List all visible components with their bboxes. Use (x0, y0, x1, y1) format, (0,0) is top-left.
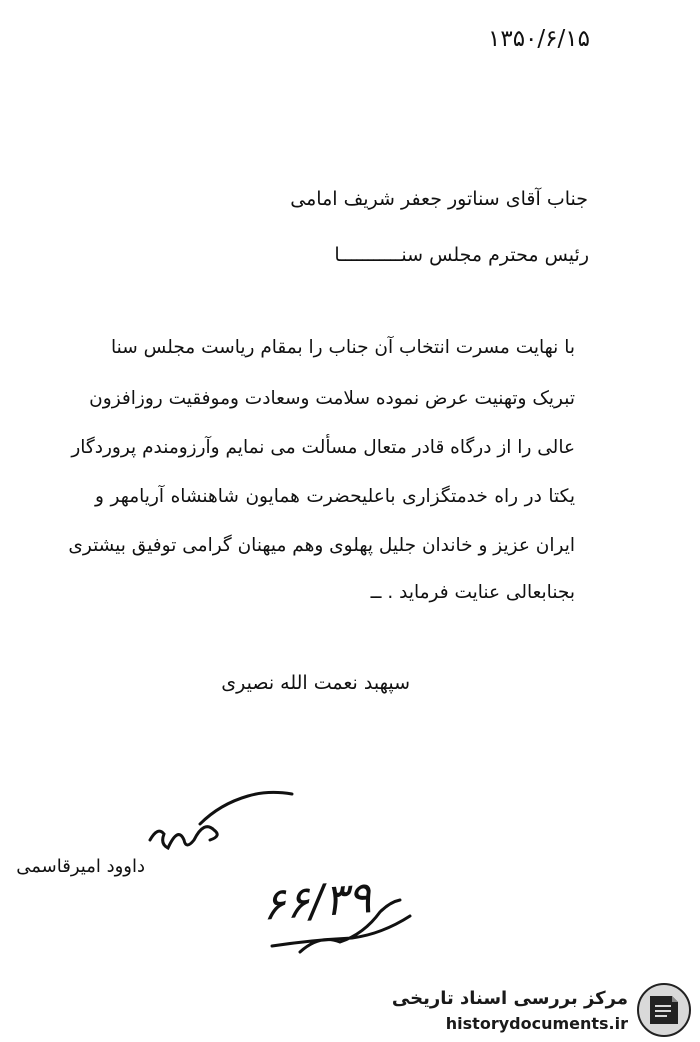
sender-name: سپهبد نعمت الله نصیری (221, 672, 410, 694)
body-line-5: ایران عزیز و خاندان جلیل پهلوی وهم میهنان گرامی توفیق بیشتری (68, 535, 575, 556)
body-line-4: یکتا در راه خدمتگزاری باعلیحضرت همایون شاهنشاه آریامهر و (95, 486, 575, 507)
addressee-line: جناب آقای سناتور جعفر شریف امامی (290, 188, 588, 210)
body-line-6: بجنابعالی عنایت فرماید . ــ (370, 582, 575, 603)
body-line-1: با نهایت مسرت انتخاب آن جناب را بمقام ریاست مجلس سنا (111, 337, 575, 358)
initialer-name: داوود امیرقاسمی (16, 856, 145, 877)
watermark-url: historydocuments.ir (445, 1014, 628, 1033)
watermark-title: مرکز بررسی اسناد تاریخی (391, 988, 628, 1009)
archive-logo-icon (636, 982, 692, 1038)
letter-date: ۱۳۵۰/۶/۱۵ (488, 26, 590, 52)
body-line-3: عالی را از درگاه قادر متعال مسألت می نمایم وآرزومندم پروردگار (71, 437, 575, 458)
initial-scribble (150, 792, 292, 848)
archive-watermark (391, 978, 700, 1042)
addressee-title: رئیس محترم مجلس سنـــــــــــا (334, 244, 589, 266)
file-number: ۶۶/۳۹ (260, 872, 374, 931)
body-line-2: تبریک وتهنیت عرض نموده سلامت وسعادت وموفقیت روزافزون (89, 388, 575, 409)
